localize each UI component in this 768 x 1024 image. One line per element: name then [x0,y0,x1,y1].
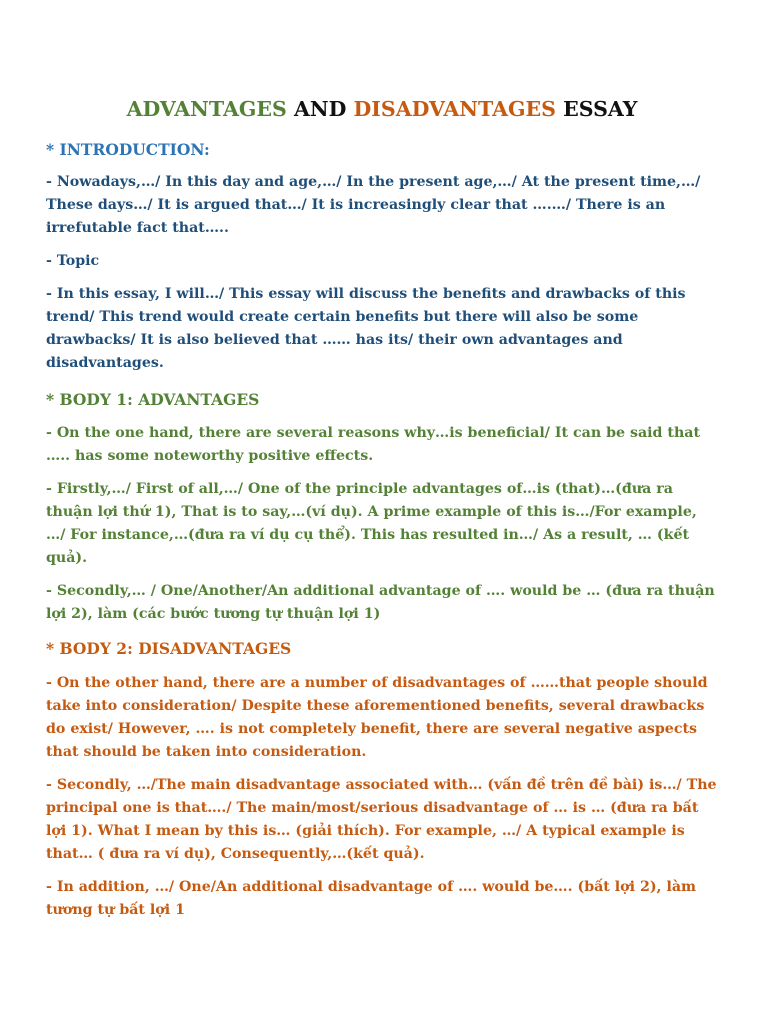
introduction-paragraph-1: - Nowadays,…/ In this day and age,…/ In the present age,…/ At the present time,…/ These days…/ It is argued that…/ It is increasingly clear that ….…/ There is an irrefutable fact that….. [46,174,701,236]
title-essay: ESSAY [563,97,638,121]
body1-paragraph-3: - Secondly,… / One/Another/An additional advantage of …. would be … (đưa ra thuận lợi 2), làm (các bước tương tự thuận lợi 1) [46,583,715,622]
body2-paragraph-3: - In addition, …/ One/An additional disadvantage of …. would be…. (bất lợi 2), làm tương tự bất lợi 1 [46,879,697,918]
body1-paragraph-2: - Firstly,…/ First of all,…/ One of the principle advantages of…is (that)…(đưa ra thuận lợi thứ 1), That is to say,…(ví dụ). A prime example of this is…/For example, …/ For instance,…(đưa ra ví dụ cụ thể). This has resulted in…/ As a result, … (kết quả). [46,481,697,566]
body2-heading: * BODY 2: DISADVANTAGES [46,639,292,658]
body2-paragraph-1: - On the other hand, there are a number of disadvantages of ……that people should take into consideration/ Despite these aforementioned benefits, several drawbacks do exist/ However, …. is not completely benefit, there are several negative aspects that should be taken into consideration. [46,675,708,760]
introduction-paragraph-3: - In this essay, I will…/ This essay will discuss the benefits and drawbacks of this trend/ This trend would create certain benefits but there will also be some drawbacks/ It is also believed that …… has its/ their own advantages and disadvantages. [46,286,686,371]
body1-paragraph-1: - On the one hand, there are several reasons why…is beneficial/ It can be said that ….. has some noteworthy positive effects. [46,425,701,464]
body2-paragraph-2: - Secondly, …/The main disadvantage associated with… (vấn đề trên đề bài) is…/ The principal one is that…./ The main/most/serious disadvantage of … is … (đưa ra bất lợi 1). What I mean by this is… (giải thích). For example, …/ A typical example is that… ( đưa ra ví dụ), Consequently,…(kết quả). [46,777,717,862]
introduction-paragraph-topic: - Topic [46,253,100,269]
title-and: AND [293,97,347,121]
title-disadvantages: DISADVANTAGES [353,97,556,121]
introduction-heading: * INTRODUCTION: [46,140,210,159]
essay-title [46,95,718,123]
body1-heading: * BODY 1: ADVANTAGES [46,390,260,409]
title-advantages: ADVANTAGES [126,97,287,121]
